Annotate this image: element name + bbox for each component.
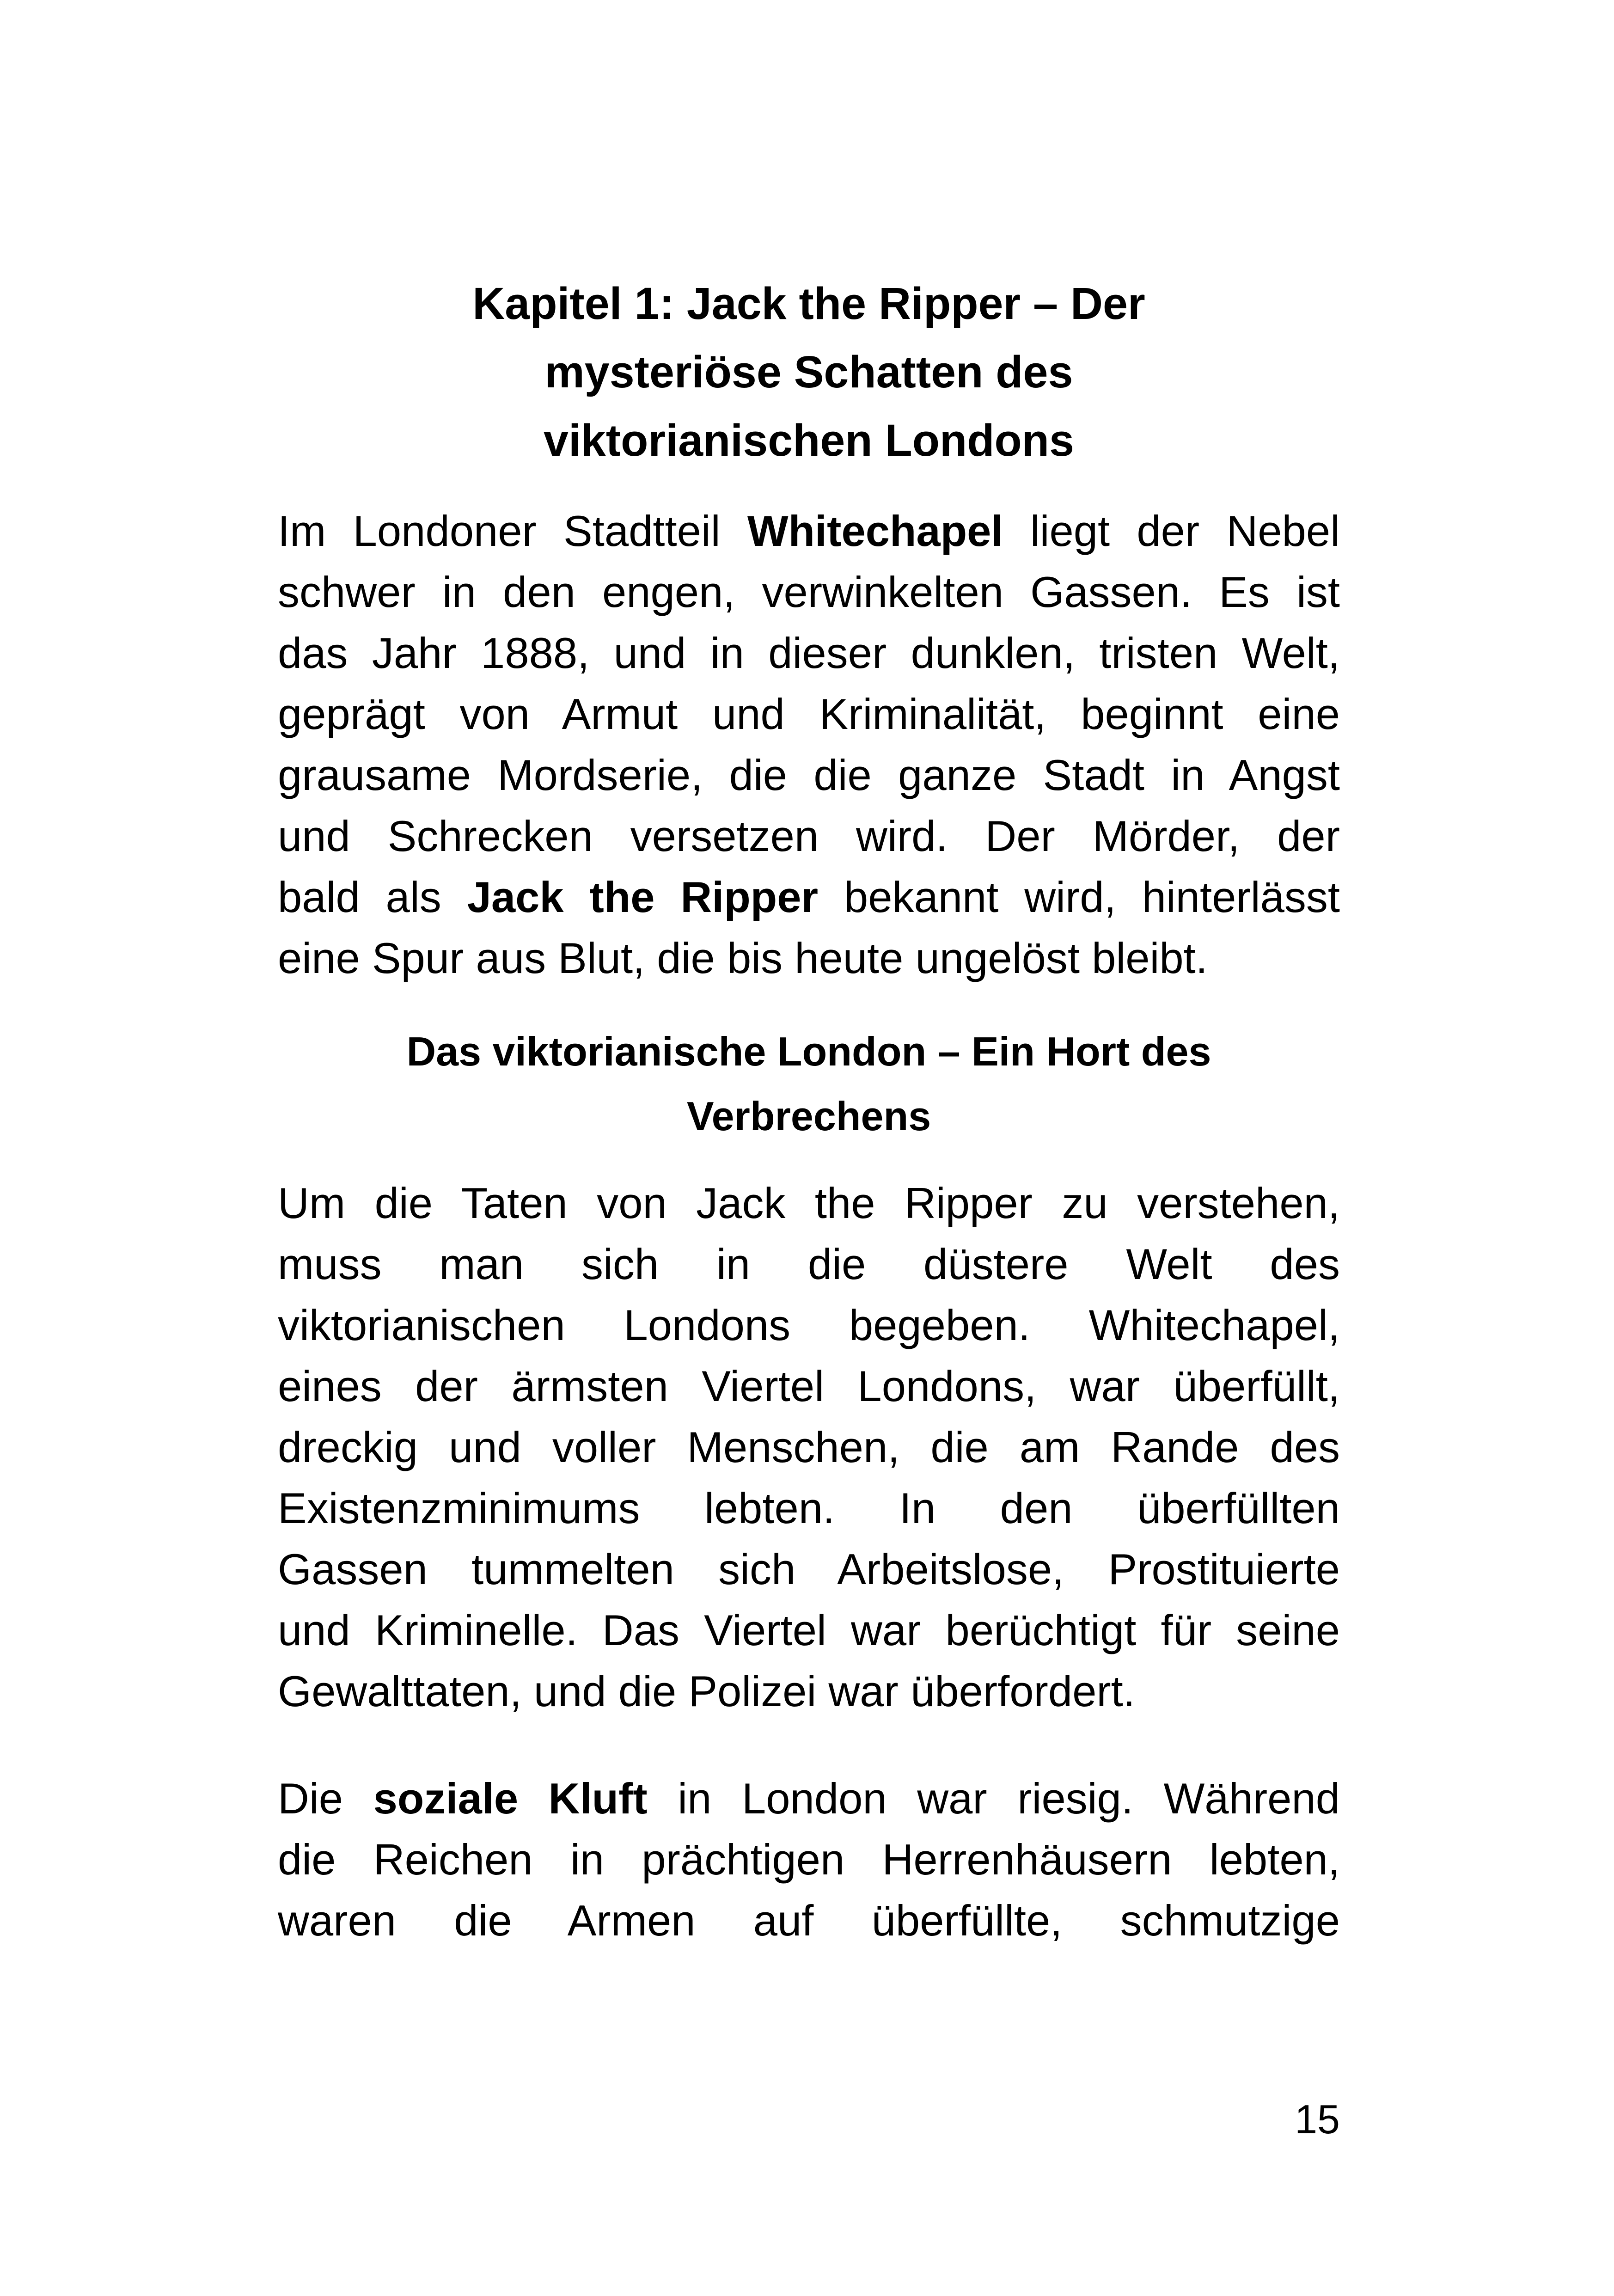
- chapter-title-line: viktorianischen Londons: [544, 415, 1074, 465]
- emphasis-jack-the-ripper: Jack the Ripper: [467, 873, 819, 921]
- paragraph-line: eine Spur aus Blut, die bis heute ungelöst bleibt.: [278, 934, 1208, 982]
- paragraph-line: [278, 1768, 1340, 1829]
- text-run: Die: [278, 1774, 373, 1823]
- text-run: bekannt wird, hinterlässt: [818, 873, 1340, 921]
- paragraph-line: geprägt von Armut und Kriminalität, beginnt eine: [278, 690, 1340, 738]
- section-title-line: Verbrechens: [686, 1093, 931, 1139]
- text-run: Im Londoner Stadtteil: [278, 507, 747, 555]
- section-title: [278, 1019, 1340, 1149]
- text-run: in London war riesig. Während: [647, 1774, 1340, 1823]
- paragraph-line: [278, 867, 1340, 928]
- paragraph-line: grausame Mordserie, die die ganze Stadt in Angst: [278, 751, 1340, 799]
- text-run: bald als: [278, 873, 467, 921]
- paragraph-victorian-london: [278, 1173, 1340, 1722]
- paragraph-line: muss man sich in die düstere Welt des: [278, 1240, 1340, 1288]
- page-number: 15: [1295, 2096, 1340, 2142]
- chapter-title: [278, 269, 1340, 475]
- emphasis-whitechapel: Whitechapel: [747, 507, 1003, 555]
- paragraph-line: und Kriminelle. Das Viertel war berüchtigt für seine: [278, 1606, 1340, 1654]
- paragraph-line: Existenzminimums lebten. In den überfüllten: [278, 1484, 1340, 1532]
- paragraph-line: Gassen tummelten sich Arbeitslose, Prostituierte: [278, 1545, 1340, 1593]
- paragraph-line: das Jahr 1888, und in dieser dunklen, tristen Welt,: [278, 629, 1340, 677]
- paragraph-line: die Reichen in prächtigen Herrenhäusern lebten,: [278, 1835, 1340, 1884]
- chapter-title-line: Kapitel 1: Jack the Ripper – Der: [472, 278, 1145, 329]
- paragraph-line: eines der ärmsten Viertel Londons, war überfüllt,: [278, 1362, 1340, 1410]
- paragraph-line: Um die Taten von Jack the Ripper zu verstehen,: [278, 1179, 1340, 1227]
- page-content: [278, 269, 1340, 1951]
- paragraph-intro: [278, 501, 1340, 989]
- paragraph-line: und Schrecken versetzen wird. Der Mörder, der: [278, 812, 1340, 860]
- paragraph-line: [278, 501, 1340, 562]
- text-run: liegt der Nebel: [1003, 507, 1340, 555]
- paragraph-line: viktorianischen Londons begeben. Whitechapel,: [278, 1301, 1340, 1349]
- paragraph-line: dreckig und voller Menschen, die am Rande des: [278, 1423, 1340, 1471]
- paragraph-line: schwer in den engen, verwinkelten Gassen. Es ist: [278, 568, 1340, 616]
- paragraph-line: Gewalttaten, und die Polizei war überfordert.: [278, 1667, 1135, 1715]
- section-title-line: Das viktorianische London – Ein Hort des: [406, 1029, 1211, 1074]
- emphasis-soziale-kluft: soziale Kluft: [373, 1774, 648, 1823]
- chapter-title-line: mysteriöse Schatten des: [544, 347, 1073, 397]
- paragraph-social-gap: [278, 1768, 1340, 1951]
- paragraph-line: waren die Armen auf überfüllte, schmutzige: [278, 1896, 1340, 1945]
